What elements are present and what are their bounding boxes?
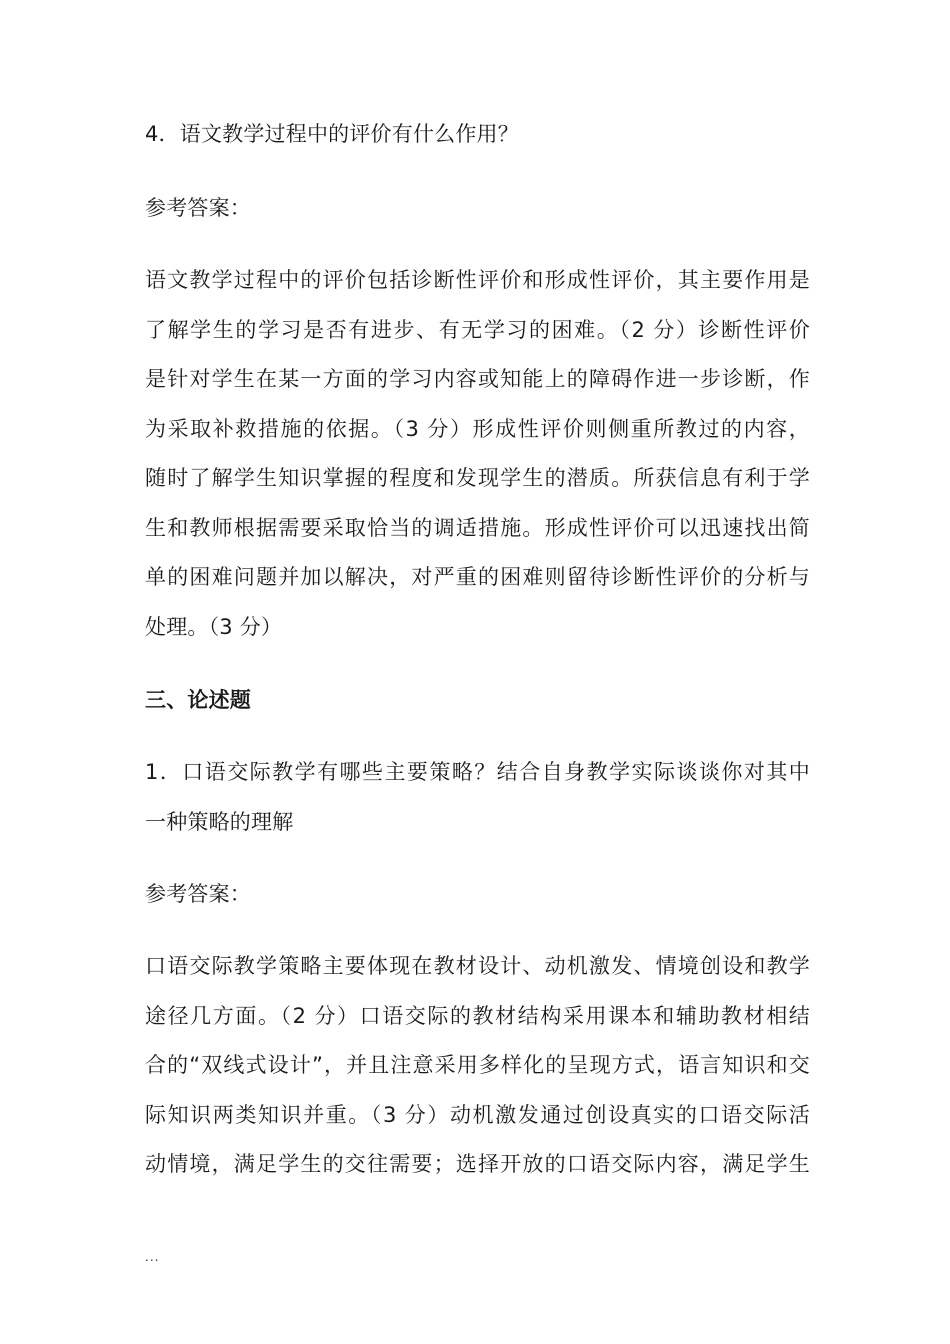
answer-body-q1	[145, 942, 810, 1190]
answer-line: 为采取补救措施的依据。（3 分）形成性评价则侧重所教过的内容，	[145, 416, 810, 441]
answer-line: 了解学生的学习是否有进步、有无学习的困难。（2 分）诊断性评价	[145, 317, 810, 342]
answer-line: 单的困难问题并加以解决，对严重的困难则留待诊断性评价的分析与	[145, 565, 810, 589]
section-heading: 三、论述题	[145, 688, 251, 712]
answer-line: 语文教学过程中的评价包括诊断性评价和形成性评价，其主要作用是	[145, 268, 810, 292]
answer-line: 动情境，满足学生的交往需要；选择开放的口语交际内容，满足学生	[145, 1152, 810, 1176]
question-line: 一种策略的理解	[145, 809, 294, 834]
page-footer-mark: ...	[145, 1250, 160, 1264]
question-1	[145, 748, 810, 847]
answer-line: 途径几方面。（2 分）口语交际的教材结构采用课本和辅助教材相结	[145, 1003, 810, 1028]
answer-line: 生和教师根据需要采取恰当的调适措施。形成性评价可以迅速找出简	[145, 515, 810, 540]
answer-body-q4	[145, 256, 810, 652]
answer-line: 际知识两类知识并重。（3 分）动机激发通过创设真实的口语交际活	[145, 1102, 810, 1127]
answer-label-q4: 参考答案：	[145, 196, 251, 220]
answer-line: 是针对学生在某一方面的学习内容或知能上的障碍作进一步诊断，作	[145, 367, 810, 391]
question-4: 4．语文教学过程中的评价有什么作用？	[145, 122, 519, 146]
answer-line: 处理。（3 分）	[145, 614, 283, 639]
question-line: 1．口语交际教学有哪些主要策略？结合自身教学实际谈谈你对其中	[145, 760, 810, 784]
answer-label-q1: 参考答案：	[145, 882, 251, 906]
answer-line: 合的“双线式设计”，并且注意采用多样化的呈现方式，语言知识和交	[145, 1053, 810, 1077]
answer-line: 口语交际教学策略主要体现在教材设计、动机激发、情境创设和教学	[145, 954, 810, 978]
answer-line: 随时了解学生知识掌握的程度和发现学生的潜质。所获信息有利于学	[145, 466, 810, 490]
